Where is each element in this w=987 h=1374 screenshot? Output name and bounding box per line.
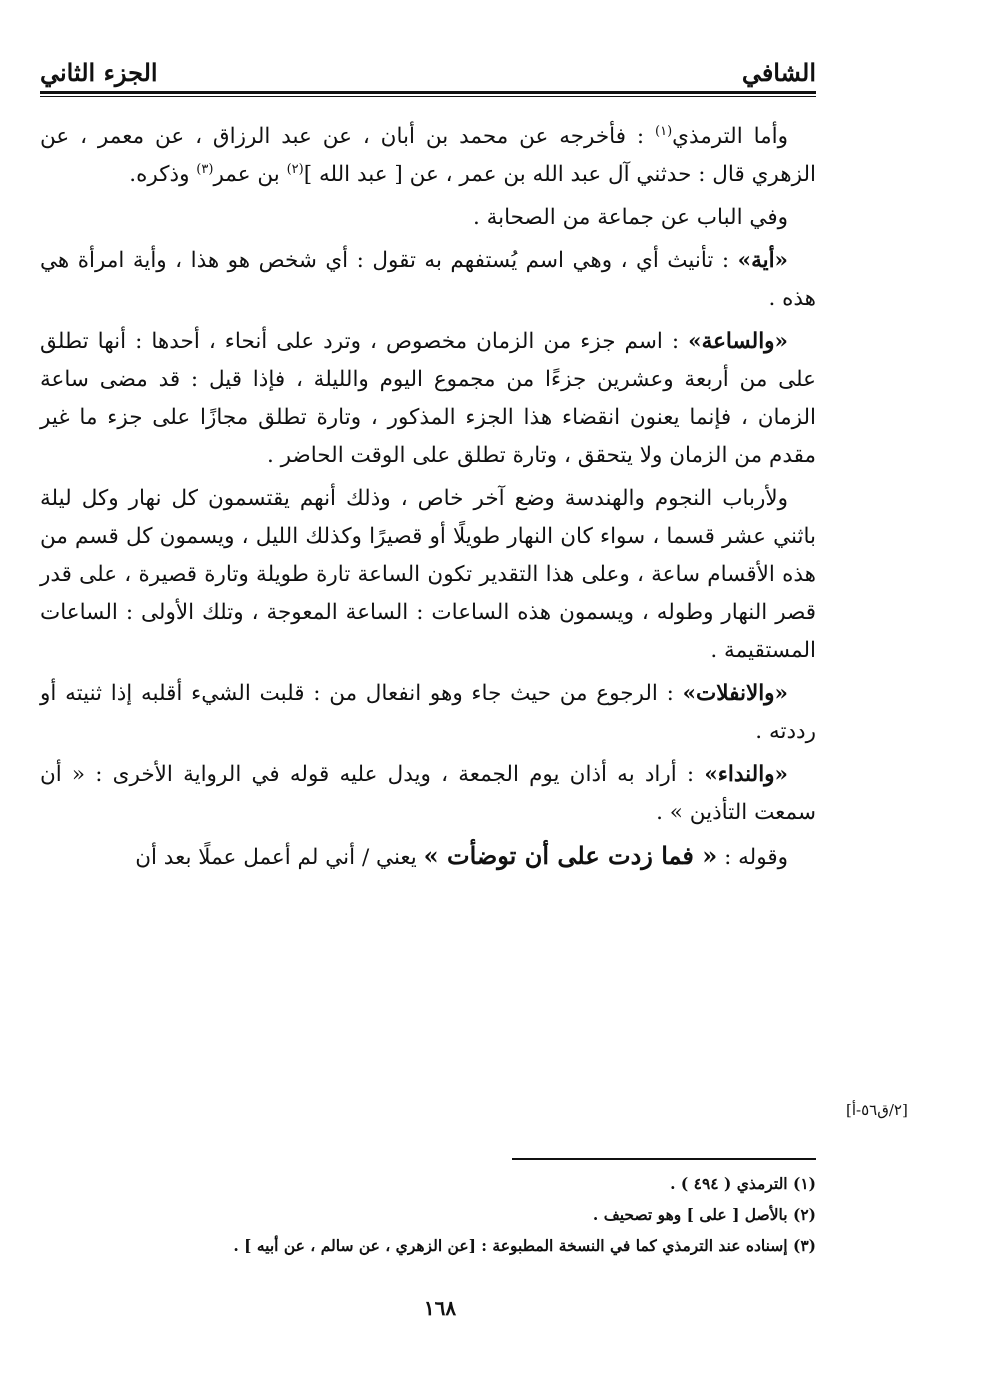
hadith-quote: « فما زدت على أن توضأت » (423, 841, 718, 870)
main-text (40, 118, 816, 882)
term-saah: «والساعة» (688, 329, 788, 354)
definition-text: : الرجوع من حيث جاء وهو انفعال من : قلبت الشيء أقلبه إذا ثنيته أو رددته . (40, 681, 816, 744)
footnote-ref-3: (٣) (196, 161, 214, 177)
footnote-separator (512, 1158, 816, 1160)
page-number: ١٦٨ (423, 1296, 457, 1320)
term-infilat: «والانفلات» (682, 681, 788, 706)
paragraph-astronomy: ولأرباب النجوم والهندسة وضع آخر خاص ، وذلك أنهم يقتسمون كل نهار وكل ليلة باثني عشر قسما ، سواء كان النهار طويلًا أو قصيرًا وكذلك الليل ، ويسمون كل قسم من هذه الأقسام ساعة ، وعلى هذا التقدير تكون الساعة تارة طويلة وتارة قصيرة ، على قدر قصر النهار وطوله ، ويسمون هذه الساعات : الساعة المعوجة ، وتلك الأولى : الساعات المستقيمة . (40, 486, 816, 663)
footnotes (40, 1168, 816, 1261)
paragraph-saah (40, 323, 816, 475)
text-segment: وذكره. (129, 162, 197, 187)
header-rule-thick (40, 91, 816, 94)
header-rule-thin (40, 96, 816, 97)
paragraph-tirmidhi (40, 118, 816, 194)
paragraph-nida (40, 756, 816, 832)
paragraph-ayyah (40, 242, 816, 318)
footnote-2: (٢) بالأصل [ على ] وهو تصحيف . (592, 1205, 816, 1224)
definition-text: : اسم جزء من الزمان مخصوص ، وترد على أنحاء ، أحدها : أنها تطلق على من أربعة وعشرين جزءًا من مجموع اليوم والليلة ، فإذا قيل : قد مضى ساعة الزمان ، فإنما يعنون انقضاء هذا الجزء المذكور ، وتارة تطلق مجازًا على جزء ما غير مقدم من الزمان ولا يتحقق ، وتارة تطلق على الوقت الحاضر . (40, 329, 816, 468)
definition-text: : أراد به أذان يوم الجمعة ، ويدل عليه قوله في الرواية الأخرى : « أن سمعت التأذين » . (40, 762, 816, 825)
running-header (40, 58, 816, 88)
book-title: الشافي (741, 58, 816, 87)
manuscript-folio-marker: [٢/ق٥٦-أ] (846, 1101, 908, 1119)
text-segment: يعني / أني لم أعمل عملًا بعد أن (135, 845, 424, 870)
definition-text: : تأنيث أي ، وهي اسم يُستفهم به تقول : أي شخص هو هذا ، وأية امرأة هي هذه . (40, 248, 816, 311)
footnote-3: (٣) إسناده عند الترمذي كما في النسخة المطبوعة : [عن الزهري ، عن سالم ، عن أبيه ] . (233, 1236, 816, 1255)
footnote-ref-2: (٢) (286, 161, 304, 177)
text-segment: وقوله : (717, 845, 788, 870)
paragraph-qawluhu (40, 837, 816, 877)
text-segment: : فأخرجه عن محمد بن أبان ، عن عبد الرزاق ، عن معمر ، عن الزهري قال : حدثني آل عبد الله بن عمر ، عن [ عبد الله ] (40, 124, 816, 187)
text-segment: بن عمر (213, 162, 287, 187)
footnote-1: (١) الترمذي ( ٤٩٤ ) . (670, 1174, 816, 1193)
footnote-ref-1: (١) (655, 123, 673, 139)
volume-title: الجزء الثاني (40, 58, 158, 87)
term-ayyah: «أية» (737, 248, 788, 273)
paragraph-companions: وفي الباب عن جماعة من الصحابة . (472, 205, 788, 230)
text-segment: وأما الترمذي (672, 124, 788, 149)
paragraph-infilat (40, 675, 816, 751)
term-nida: «والنداء» (704, 762, 788, 787)
